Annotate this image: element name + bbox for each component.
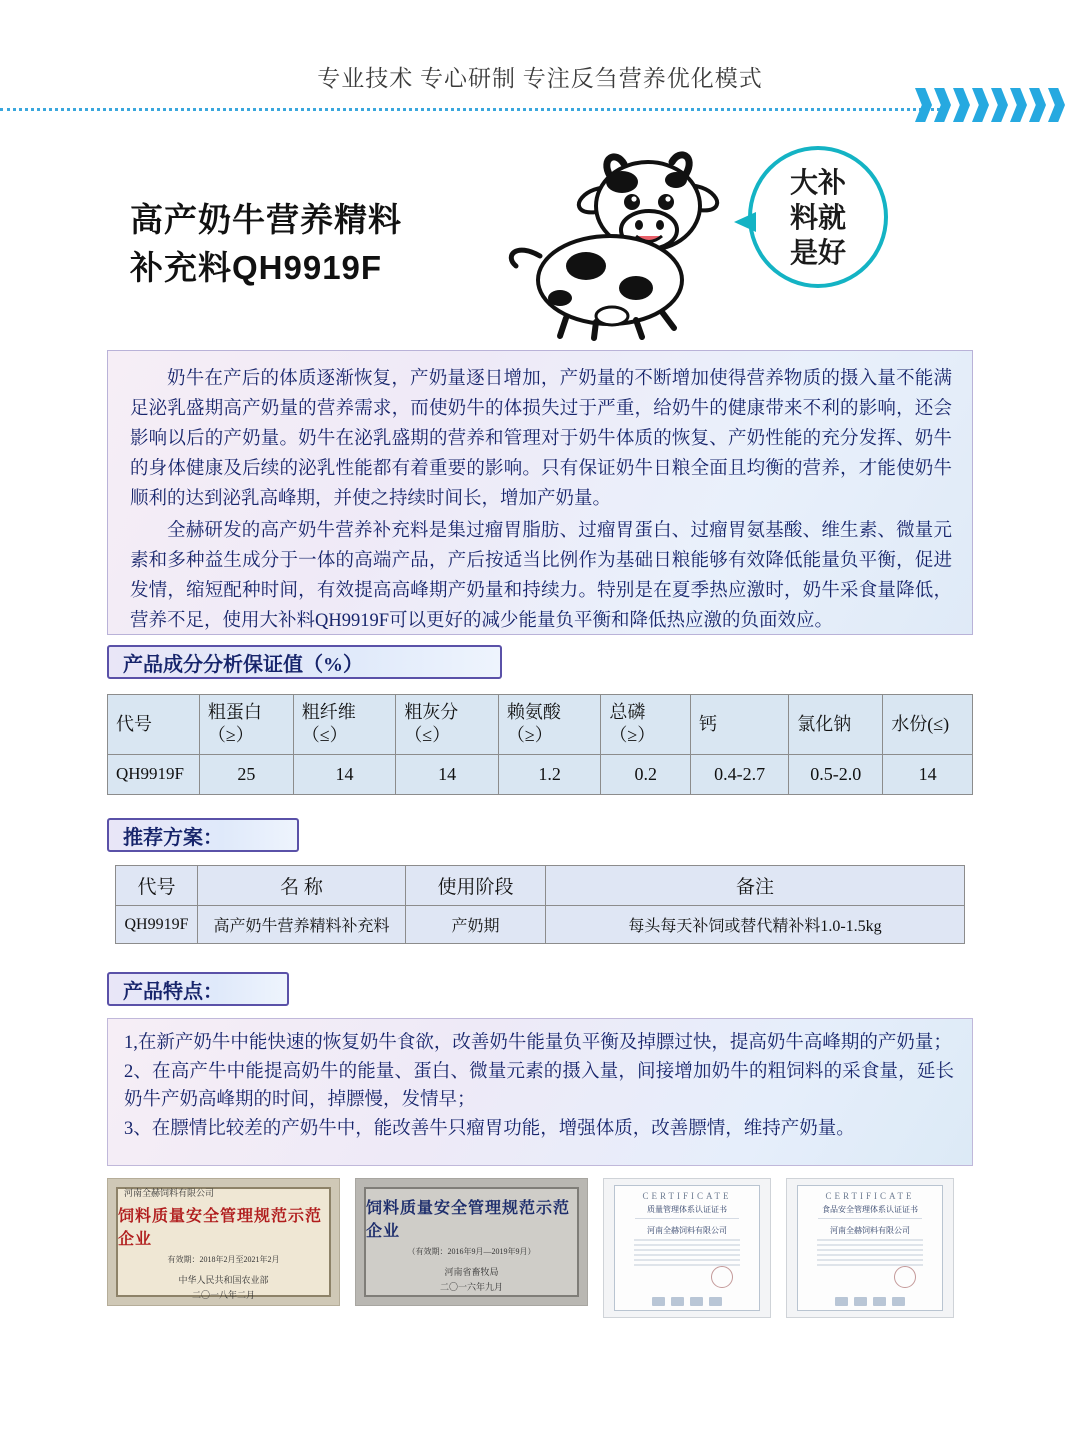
plaque-issuer: 中华人民共和国农业部: [178, 1274, 269, 1285]
col-plan-note: 备注: [546, 866, 965, 906]
certificate-plaque-2: [355, 1178, 588, 1306]
chevron-icon: [1048, 88, 1065, 122]
table-header-row: [108, 695, 973, 755]
certificate-company: 河南全赫饲料有限公司: [647, 1226, 727, 1235]
cell-lysine: 1.2: [498, 754, 601, 794]
plaque-company: 河南全赫饲料有限公司: [124, 1187, 215, 1198]
intro-box: [107, 350, 973, 635]
cell-plan-code: QH9919F: [116, 906, 198, 944]
certificate-body-lines: [634, 1236, 741, 1269]
header-slogan: 专业技术 专心研制 专注反刍营养优化模式: [317, 66, 763, 91]
plaque-title: 饲料质量安全管理规范示范企业: [118, 1207, 323, 1248]
certificate-logo-row: [615, 1297, 759, 1306]
certificate-seal-icon: [711, 1266, 733, 1288]
col-sodium: 氯化钠: [789, 695, 883, 755]
intro-paragraph-1: 奶牛在产后的体质逐渐恢复，产奶量逐日增加，产奶量的不断增加使得营养物质的摄入量不能满足泌乳盛期高产奶量的营养需求，而使奶牛的体损失过于严重，给奶牛的健康带来不利的影响，还会影响以后的产奶量。奶牛在泌乳盛期的营养和管理对于奶牛体质的恢复、产奶性能的充分发挥、奶牛的身体健康及后续的泌乳性能都有着重要的影响。只有保证奶牛日粮全面且均衡的营养，才能使奶牛顺利的达到泌乳高峰期，并使之持续时间长，增加产奶量。: [130, 369, 952, 509]
table-row: [108, 754, 973, 794]
plaque-issuer: 河南省畜牧局: [444, 1267, 499, 1277]
cell-calcium: 0.4-2.7: [691, 754, 789, 794]
certificate-company: 河南全赫饲料有限公司: [830, 1226, 910, 1235]
plaque-inner: [116, 1187, 331, 1300]
cell-sodium: 0.5-2.0: [789, 754, 883, 794]
plaque-date: 二〇一八年二月: [191, 1289, 255, 1300]
chevron-icon: [972, 88, 989, 122]
col-fiber: 粗纤维（≤）: [293, 695, 396, 755]
cell-protein: 25: [199, 754, 293, 794]
header-divider: [0, 108, 940, 111]
certificate-doc-inner: [797, 1185, 943, 1311]
certificate-doc-inner: [614, 1185, 760, 1311]
feature-item-3: 3、在膘情比较差的产奶牛中，能改善牛只瘤胃功能，增强体质，改善膘情，维持产奶量。: [124, 1119, 855, 1140]
col-lysine: 赖氨酸（≥）: [498, 695, 601, 755]
chevron-icon: [915, 88, 932, 122]
certificate-body-lines: [817, 1236, 924, 1269]
cell-plan-stage: 产奶期: [406, 906, 546, 944]
plan-section-title: 推荐方案：: [107, 818, 299, 852]
plaque-valid: 有效期：2018年2月至2021年2月: [167, 1254, 280, 1264]
col-plan-name: 名 称: [198, 866, 406, 906]
certificate-title: 食品安全管理体系认证证书: [822, 1205, 918, 1214]
col-calcium: 钙: [691, 695, 789, 755]
certificate-plaque-1: [107, 1178, 340, 1306]
features-box: [107, 1018, 973, 1166]
cell-phosphorus: 0.2: [601, 754, 691, 794]
speech-bubble-text: 大补料就是好: [789, 166, 846, 268]
col-plan-code: 代号: [116, 866, 198, 906]
cell-code: QH9919F: [108, 754, 200, 794]
chevron-icon: [991, 88, 1008, 122]
page-title-line1: 高产奶牛营养精料: [130, 201, 402, 238]
cell-plan-name: 高产奶牛营养精料补充料: [198, 906, 406, 944]
cow-icon: [490, 130, 780, 345]
divider: [635, 1218, 739, 1219]
certificate-logo-row: [798, 1297, 942, 1306]
col-moisture: 水份(≤): [883, 695, 973, 755]
certificate-title: 质量管理体系认证证书: [647, 1205, 727, 1214]
chevron-icon: [1010, 88, 1027, 122]
page-title: [130, 196, 530, 292]
page-header: [0, 0, 1080, 118]
plan-table: [115, 865, 965, 944]
chevron-icon: [953, 88, 970, 122]
certificate-word: CERTIFICATE: [825, 1191, 915, 1201]
divider: [818, 1218, 922, 1219]
cell-fiber: 14: [293, 754, 396, 794]
plaque-valid: （有效期：2016年9月—2019年9月）: [407, 1247, 536, 1256]
chevron-decoration: [915, 88, 1075, 122]
page-title-line2: 补充料QH9919F: [130, 248, 383, 286]
feature-item-2: 2、在高产牛中能提高奶牛的能量、蛋白、微量元素的摄入量，间接增加奶牛的粗饲料的采食量，延长奶牛产奶高峰期的时间，掉膘慢，发情早；: [124, 1061, 954, 1111]
feature-item-1: 1,在新产奶牛中能快速的恢复奶牛食欲，改善奶牛能量负平衡及掉膘过快，提高奶牛高峰期的产奶量；: [124, 1033, 952, 1053]
col-phosphorus: 总磷（≥）: [601, 695, 691, 755]
plaque-title: 饲料质量安全管理规范示范企业: [366, 1200, 571, 1240]
certificate-document-1: [603, 1178, 771, 1318]
cell-moisture: 14: [883, 754, 973, 794]
col-ash: 粗灰分（≤）: [396, 695, 499, 755]
ingredients-section-title: 产品成分分析保证值（%）: [107, 645, 502, 679]
col-plan-stage: 使用阶段: [406, 866, 546, 906]
plaque-inner: [364, 1187, 579, 1297]
table-header-row: [116, 866, 965, 906]
intro-paragraph-2: 全赫研发的高产奶牛营养补充料是集过瘤胃脂肪、过瘤胃蛋白、过瘤胃氨基酸、维生素、微量元素和多种益生成分于一体的高端产品，产后按适当比例作为基础日粮能够有效降低能量负平衡，促进发情，缩短配种时间，有效提高高峰期产奶量和持续力。特别是在夏季热应激时，奶牛采食量降低，营养不足，使用大补料QH9919F可以更好的减少能量负平衡和降低热应激的负面效应。: [130, 520, 952, 631]
certificate-seal-icon: [894, 1266, 916, 1288]
table-row: [116, 906, 965, 944]
plaque-date: 二〇一六年九月: [439, 1282, 503, 1292]
cell-plan-note: 每头每天补饲或替代精补料1.0-1.5kg: [546, 906, 965, 944]
chevron-icon: [934, 88, 951, 122]
col-protein: 粗蛋白（≥）: [199, 695, 293, 755]
certificate-gallery: [107, 1178, 973, 1318]
speech-bubble: [748, 146, 888, 288]
certificate-document-2: [786, 1178, 954, 1318]
col-code: 代号: [108, 695, 200, 755]
cell-ash: 14: [396, 754, 499, 794]
features-section-title: 产品特点：: [107, 972, 289, 1006]
cow-illustration: [490, 130, 780, 345]
ingredients-table: [107, 694, 973, 795]
certificate-word: CERTIFICATE: [642, 1191, 732, 1201]
chevron-icon: [1029, 88, 1046, 122]
